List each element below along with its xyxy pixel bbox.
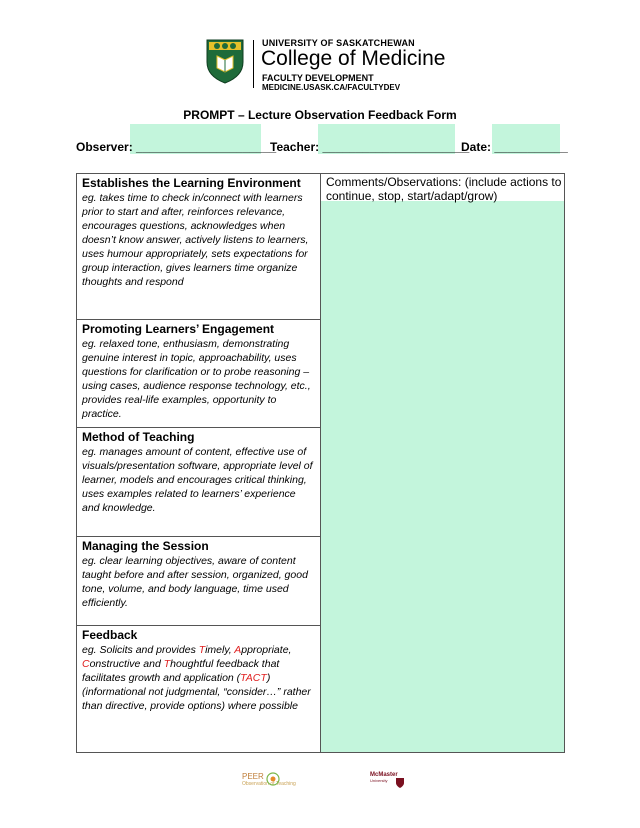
section-title: Feedback <box>82 628 138 642</box>
date-underline: ___________ <box>494 140 568 154</box>
feedback-text: ) (informational not judgmental, “consider…” rather than directive, provide options) where possible <box>82 672 311 712</box>
tact-letter-a: A <box>234 644 242 656</box>
date-label: Date: <box>461 140 492 154</box>
observer-label-group <box>76 140 276 154</box>
peer-leaf-icon <box>266 772 280 786</box>
tact-letter-c: C <box>82 658 90 670</box>
teacher-label-group <box>270 140 469 154</box>
feedback-text: imely, <box>205 644 235 656</box>
feedback-text: houghtful feedback that facilitates growth and application ( <box>82 658 280 684</box>
tact-letter-t2: T <box>163 658 171 670</box>
section-method-of-teaching <box>82 429 316 515</box>
row-divider <box>76 319 321 320</box>
unit-name: FACULTY DEVELOPMENT <box>262 73 374 83</box>
section-title: Managing the Session <box>82 539 209 553</box>
form-title: PROMPT – Lecture Observation Feedback Form <box>183 108 457 122</box>
comments-column <box>320 173 565 753</box>
mcmaster-logo <box>370 772 410 794</box>
observer-label: Observer: <box>76 140 133 154</box>
feedback-text: onstructive and <box>89 658 164 670</box>
observer-underline: _____________________ <box>136 140 277 154</box>
feedback-text: ppropriate, <box>241 644 292 656</box>
tact-acronym: TACT <box>240 672 267 684</box>
university-crest-icon <box>205 38 245 84</box>
section-description: eg. clear learning objectives, aware of content taught before and after session, organized, good tone, volume, and body language, time used efficiently. <box>82 555 308 609</box>
college-name: College of Medicine <box>261 47 446 70</box>
row-divider <box>76 536 321 537</box>
section-title: Method of Teaching <box>82 430 195 444</box>
section-description <box>82 643 316 713</box>
peer-logo <box>242 772 312 796</box>
mcmaster-shield-icon <box>396 778 404 788</box>
header-divider <box>253 40 254 88</box>
teacher-label: Teacher: <box>270 140 320 154</box>
teacher-underline: ______________________ <box>322 140 470 154</box>
section-title: Establishes the Learning Environment <box>82 176 301 190</box>
peer-logo-subtitle: Observation of Teaching <box>242 781 296 787</box>
section-description: eg. manages amount of content, effective use of visuals/presentation software, appropriate level of learner, models and encourages critical thinking, uses examples related to learners’ experience and knowledge. <box>82 446 313 514</box>
section-learners-engagement <box>82 321 316 421</box>
tact-letter-t: T <box>198 644 206 656</box>
row-divider <box>76 625 321 626</box>
mcmaster-subtitle: University <box>370 778 388 783</box>
feedback-text: eg. Solicits and provides <box>82 644 199 656</box>
section-feedback <box>82 627 316 713</box>
unit-url: MEDICINE.USASK.CA/FACULTYDEV <box>262 83 401 92</box>
section-managing-session <box>82 538 316 610</box>
row-divider <box>76 427 321 428</box>
peer-logo-title: PEER <box>242 772 264 781</box>
date-label-group <box>461 140 568 154</box>
section-learning-environment <box>82 175 316 289</box>
mcmaster-name: McMaster <box>370 772 398 778</box>
university-name: UNIVERSITY OF SASKATCHEWAN <box>262 38 415 48</box>
section-description: eg. takes time to check in/connect with learners prior to start and after, reinforces relevance, encourages questions, acknowledges when doesn’t know answer, actively listens to learners, uses humour appropriately, sets expectations for group interaction, gives learners time organize thoughts and respond <box>82 192 309 288</box>
section-title: Promoting Learners’ Engagement <box>82 322 275 336</box>
section-description: eg. relaxed tone, enthusiasm, demonstrating genuine interest in topic, approachability, uses questions for clarification or to probe reasoning – using cases, audience response technology, etc., provides real-life examples, opportunity to practice. <box>82 338 311 420</box>
comments-header: Comments/Observations: (include actions to continue, stop, start/adapt/grow) <box>326 175 562 203</box>
